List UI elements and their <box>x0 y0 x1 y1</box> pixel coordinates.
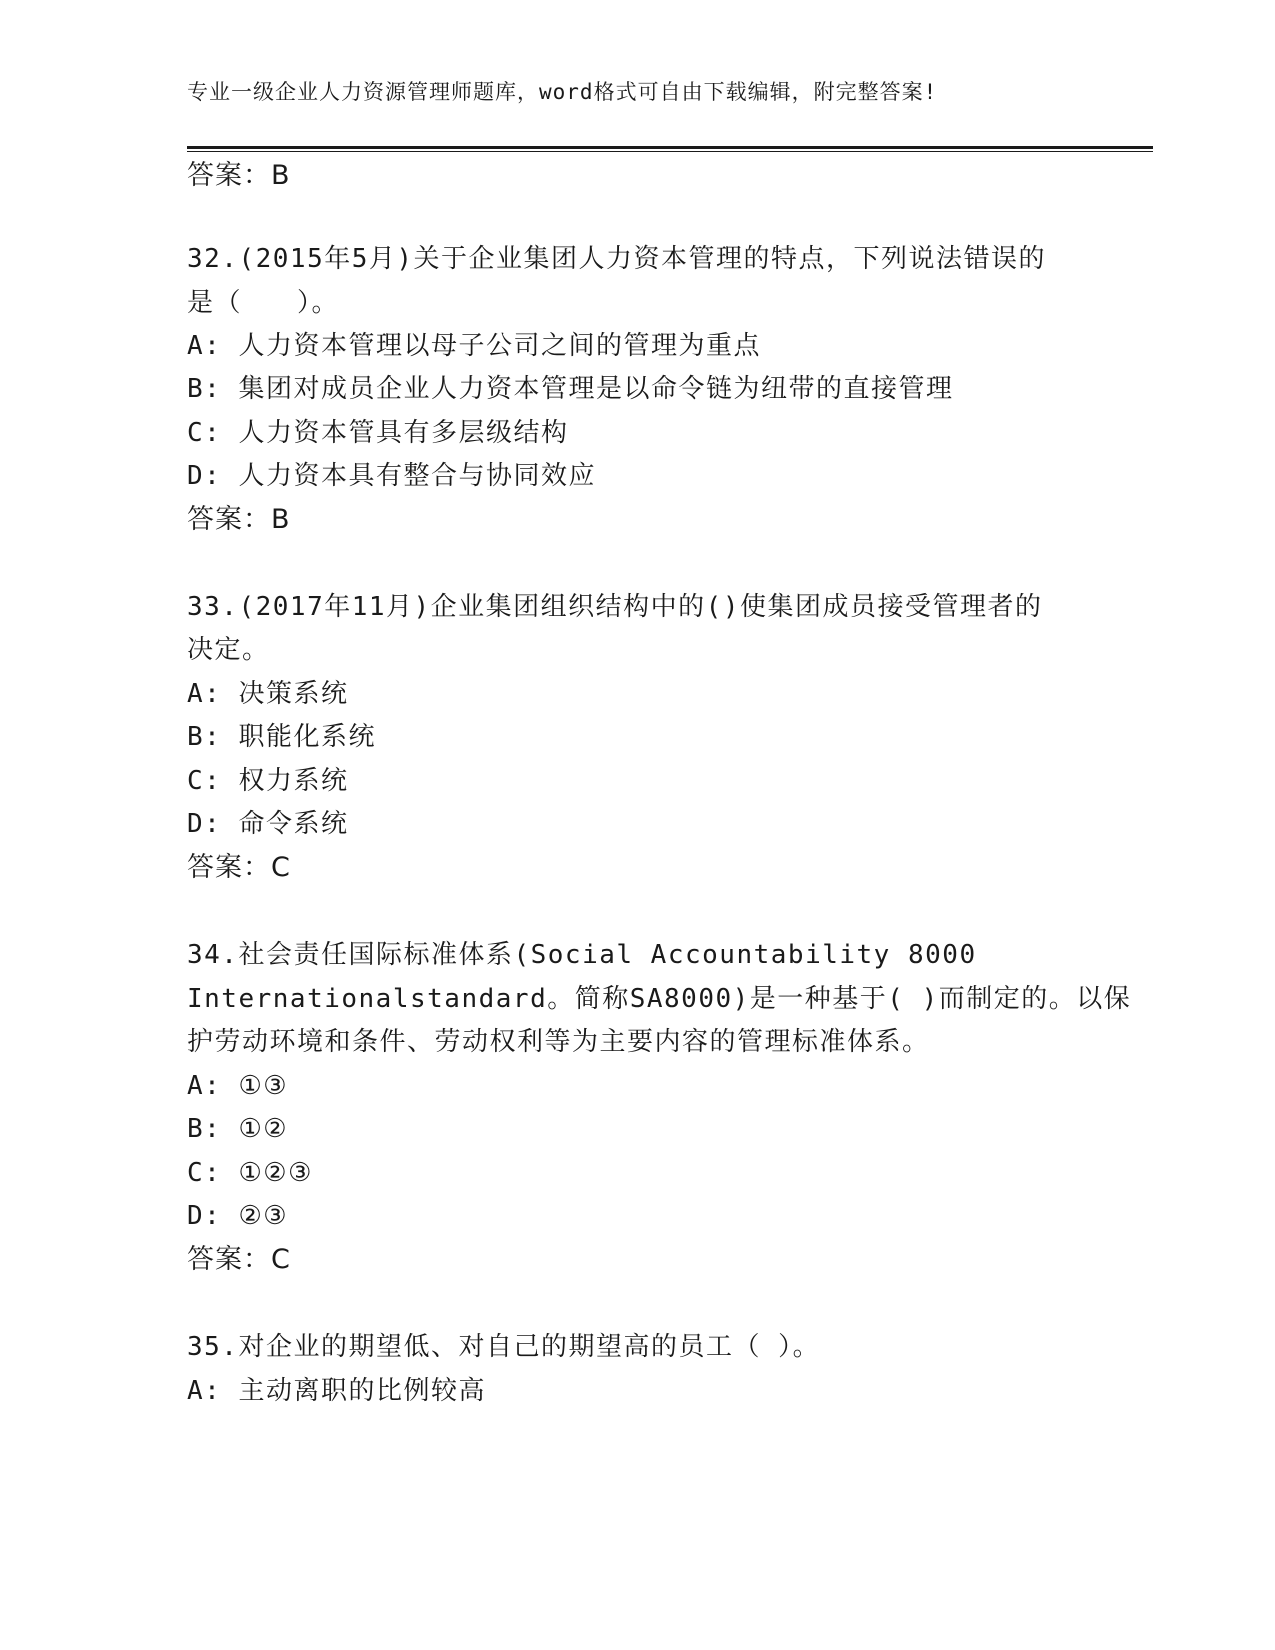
question-32-option-a: A: 人力资本管理以母子公司之间的管理为重点 <box>187 331 761 361</box>
question-33-option-b: B: 职能化系统 <box>187 722 376 752</box>
question-34-option-d: D: ②③ <box>187 1201 289 1231</box>
question-35-option-a: A: 主动离职的比例较高 <box>187 1376 486 1406</box>
page-header: 专业一级企业人力资源管理师题库，word格式可自由下载编辑，附完整答案! <box>187 80 938 104</box>
question-33-text-line2: 决定。 <box>187 635 270 665</box>
header-rule-thin <box>187 151 1153 152</box>
question-33-option-a: A: 决策系统 <box>187 679 349 709</box>
question-33-text-line1: 33.(2017年11月)企业集团组织结构中的()使集团成员接受管理者的 <box>187 592 1043 622</box>
question-34-text-line2: Internationalstandard。简称SA8000)是一种基于( )而制定的。以保 <box>187 984 1132 1014</box>
question-32-text-line2: 是（ ）。 <box>187 288 340 318</box>
question-34-text-line1: 34.社会责任国际标准体系(Social Accountability 8000 <box>187 940 977 970</box>
question-34-option-a: A: ①③ <box>187 1071 289 1101</box>
question-33-option-c: C: 权力系统 <box>187 766 349 796</box>
question-34-option-b: B: ①② <box>187 1114 289 1144</box>
question-32-answer: 答案：B <box>187 504 291 535</box>
question-35-text-line1: 35.对企业的期望低、对自己的期望高的员工（ ）。 <box>187 1332 821 1362</box>
question-34-option-c: C: ①②③ <box>187 1158 313 1188</box>
question-33-option-d: D: 命令系统 <box>187 809 349 839</box>
question-32-option-d: D: 人力资本具有整合与协同效应 <box>187 461 596 491</box>
question-33-answer: 答案：C <box>187 852 291 883</box>
question-32-option-b: B: 集团对成员企业人力资本管理是以命令链为纽带的直接管理 <box>187 374 954 404</box>
question-32-text-line1: 32.(2015年5月)关于企业集团人力资本管理的特点，下列说法错误的 <box>187 244 1047 274</box>
previous-answer: 答案：B <box>187 160 291 191</box>
question-34-answer: 答案：C <box>187 1244 291 1275</box>
question-34-text-line3: 护劳动环境和条件、劳动权利等为主要内容的管理标准体系。 <box>187 1027 930 1057</box>
header-rule-thick <box>187 146 1153 149</box>
question-32-option-c: C: 人力资本管具有多层级结构 <box>187 418 569 448</box>
